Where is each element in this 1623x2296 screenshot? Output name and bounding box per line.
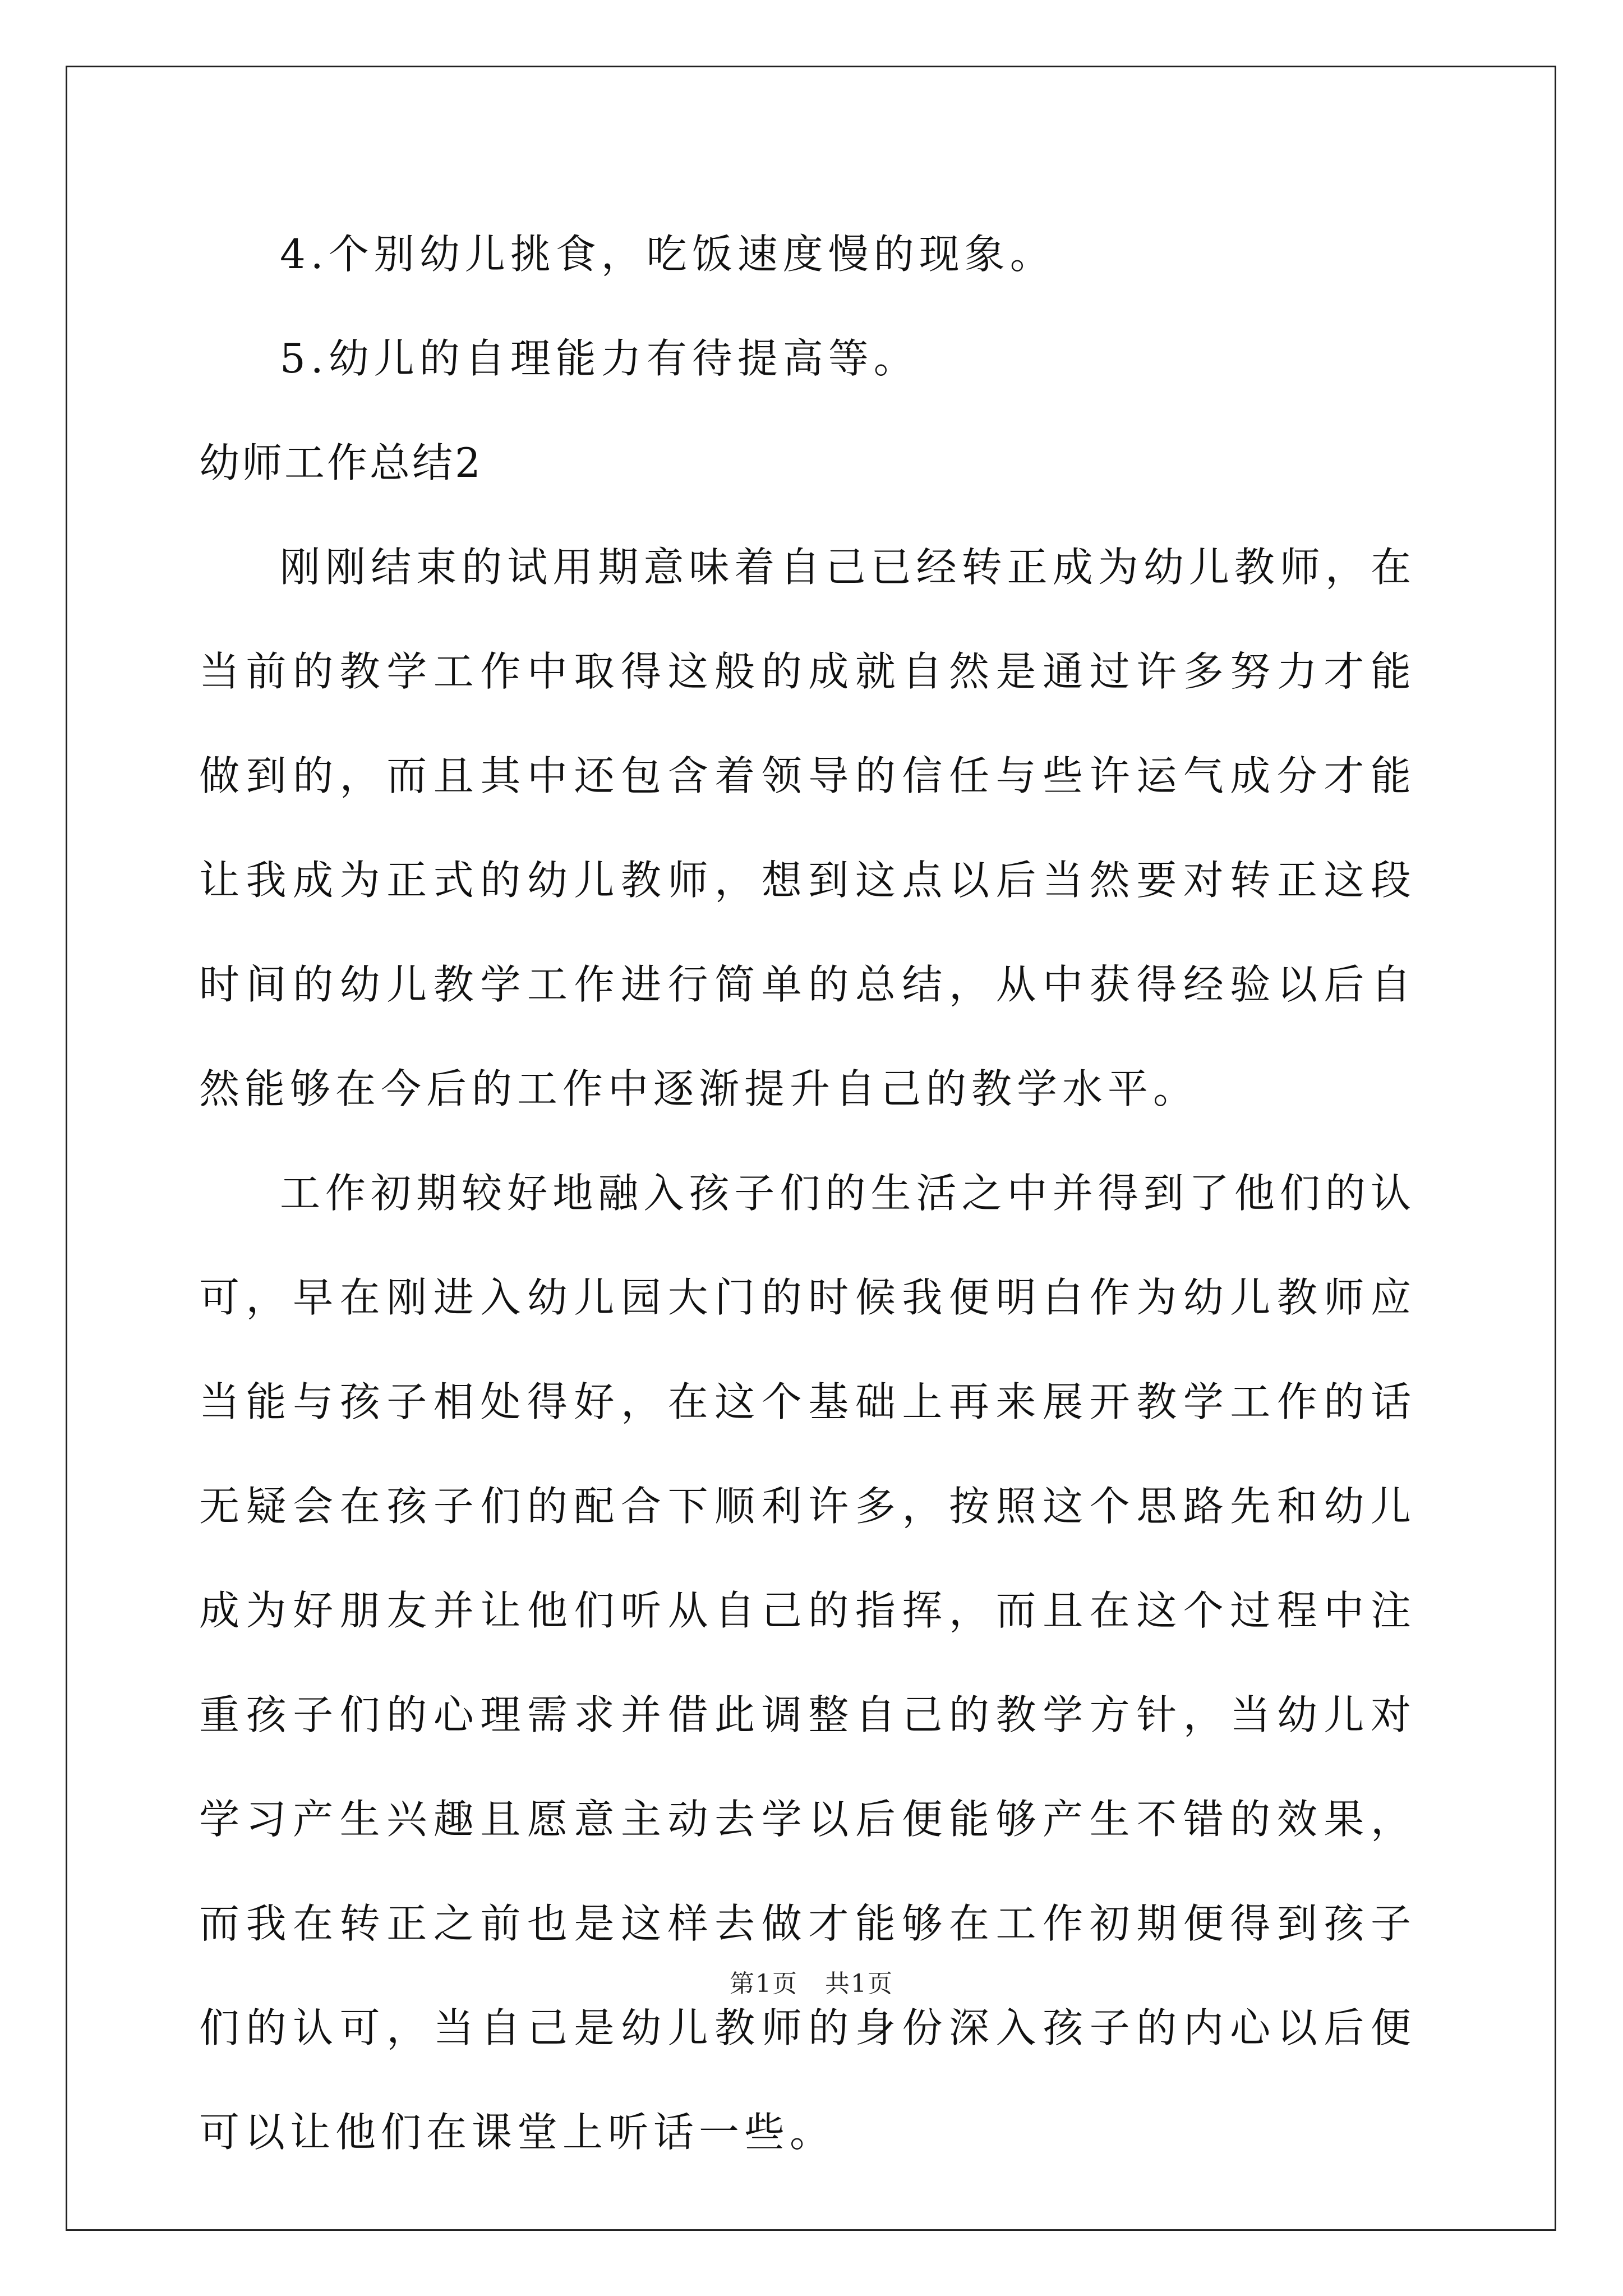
- section-title: 幼师工作总结2: [199, 439, 483, 486]
- list-item: 5.幼儿的自理能力有待提高等。: [280, 335, 919, 382]
- document-body: [199, 202, 1416, 2184]
- page-number-footer: 第1页 共1页: [730, 1970, 893, 1998]
- list-item: 4.个别幼儿挑食，吃饭速度慢的现象。: [280, 231, 1055, 278]
- body-paragraph: 刚刚结束的试用期意味着自己已经转正成为幼儿教师，在当前的教学工作中取得这般的成就自然是通过许多努力才能做到的，而且其中还包含着领导的信任与些许运气成分才能让我成为正式的幼儿教师，想到这点以后当然要对转正这段时间的幼儿教学工作进行简单的总结，从中获得经验以后自然能够在今后的工作中逐渐提升自己的教学水平。: [199, 544, 1416, 1112]
- body-paragraph: 工作初期较好地融入孩子们的生活之中并得到了他们的认可，早在刚进入幼儿园大门的时候我便明白作为幼儿教师应当能与孩子相处得好，在这个基础上再来展开教学工作的话无疑会在孩子们的配合下顺利许多，按照这个思路先和幼儿成为好朋友并让他们听从自己的指挥，而且在这个过程中注重孩子们的心理需求并借此调整自己的教学方针，当幼儿对学习产生兴趣且愿意主动去学以后便能够产生不错的效果，而我在转正之前也是这样去做才能够在工作初期便得到孩子们的认可，当自己是幼儿教师的身份深入孩子的内心以后便可以让他们在课堂上听话一些。: [199, 1170, 1416, 2156]
